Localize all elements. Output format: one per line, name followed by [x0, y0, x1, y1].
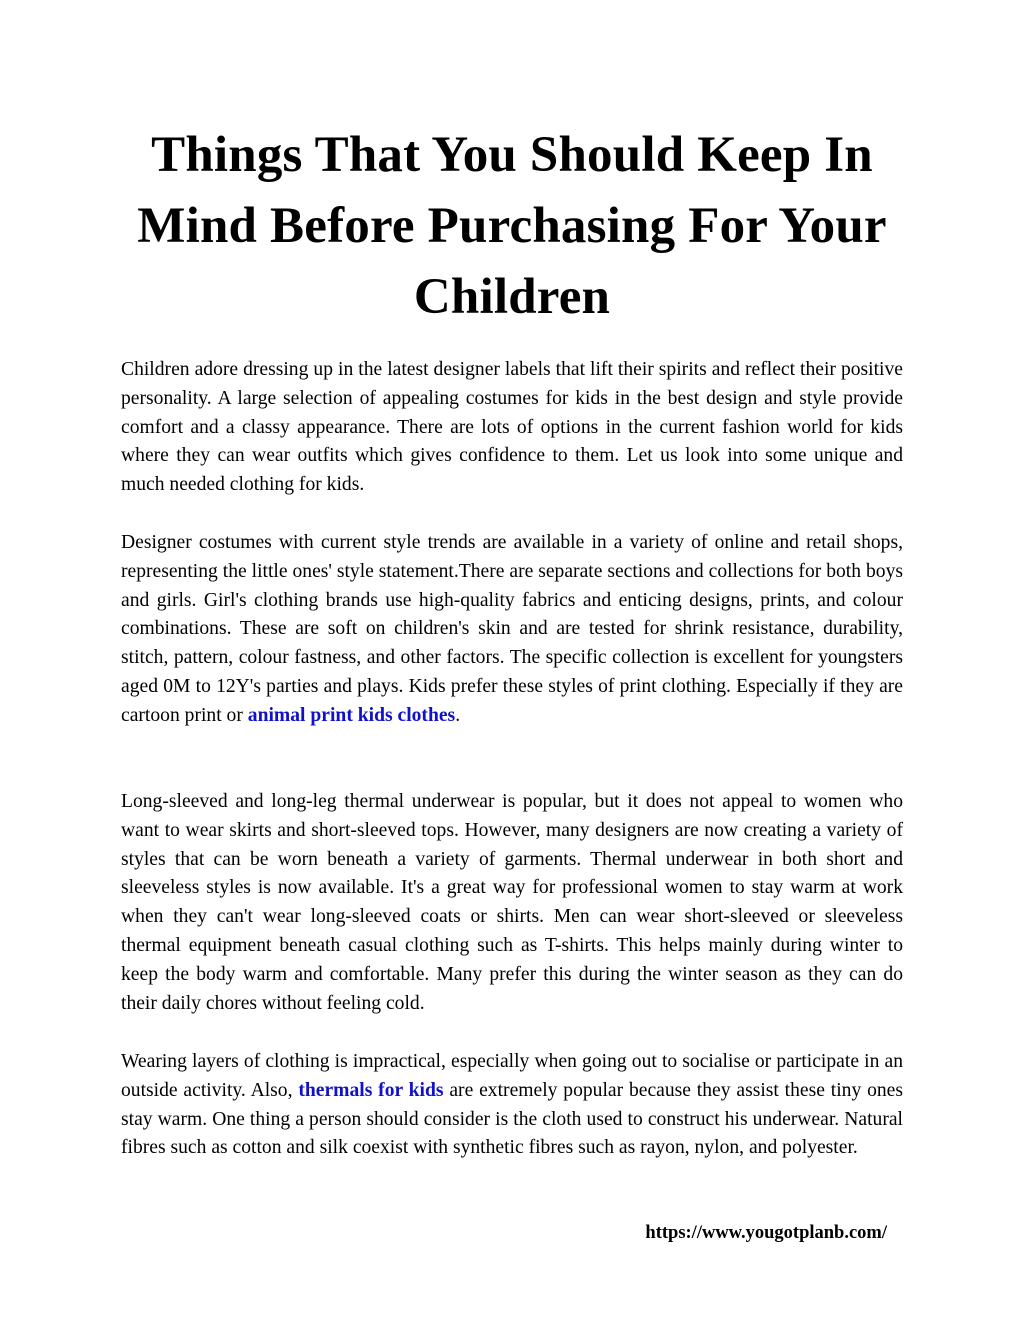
paragraph-wearing-layers [121, 1048, 903, 1163]
paragraph-text-end: are extremely popular because they assist these tiny ones stay warm. One thing a person should consider is the cloth used to construct his underwear. Natural fibres such as cotton and silk coexist with synthetic fibres such as rayon, nylon, and polyester. [121, 1079, 903, 1159]
paragraph-text-start: Wearing layers of clothing is impractical, especially when going out to socialise or participate in an outside activity. Also, [121, 1051, 903, 1101]
paragraph-designer-costumes [121, 529, 903, 731]
paragraph-text-end: . [455, 704, 461, 726]
footer-url: https://www.yougotplanb.com/ [645, 1223, 887, 1243]
animal-print-kids-clothes-link[interactable]: animal print kids clothes [247, 704, 456, 726]
paragraph-intro [121, 356, 903, 500]
thermals-for-kids-link[interactable]: thermals for kids [298, 1079, 444, 1101]
paragraph-text: Children adore dressing up in the latest designer labels that lift their spirits and reflect their positive personality. A large selection of appealing costumes for kids in the best design and style provide comfort and a classy appearance. There are lots of options in the current fashion world for kids where they can wear outfits which gives confidence to them. Let us look into some unique and much needed clothing for kids. [121, 359, 903, 496]
paragraph-text: Long-sleeved and long-leg thermal underwear is popular, but it does not appeal to women who want to wear skirts and short-sleeved tops. However, many designers are now creating a variety of styles that can be worn beneath a variety of garments. Thermal underwear in both short and sleeveless styles is now available. It's a great way for professional women to stay warm at work when they can't wear long-sleeved coats or shirts. Men can wear short-sleeved or sleeveless thermal equipment beneath casual clothing such as T-shirts. This helps mainly during winter to keep the body warm and comfortable. Many prefer this during the winter season as they can do their daily chores without feeling cold. [121, 791, 903, 1014]
paragraph-thermal-underwear [121, 788, 903, 1018]
page-title: Things That You Should Keep In Mind Before Purchasing For Your Children [137, 127, 887, 325]
paragraph-text: Designer costumes with current style trends are available in a variety of online and retail shops, representing the little ones' style statement.There are separate sections and collections for both boys and girls. Girl's clothing brands use high-quality fabrics and enticing designs, prints, and colour combinations. These are soft on children's skin and are tested for shrink resistance, durability, stitch, pattern, colour fastness, and other factors. The specific collection is excellent for youngsters aged 0M to 12Y's parties and plays. Kids prefer these styles of print clothing. Especially if they are cartoon print or [121, 532, 903, 726]
